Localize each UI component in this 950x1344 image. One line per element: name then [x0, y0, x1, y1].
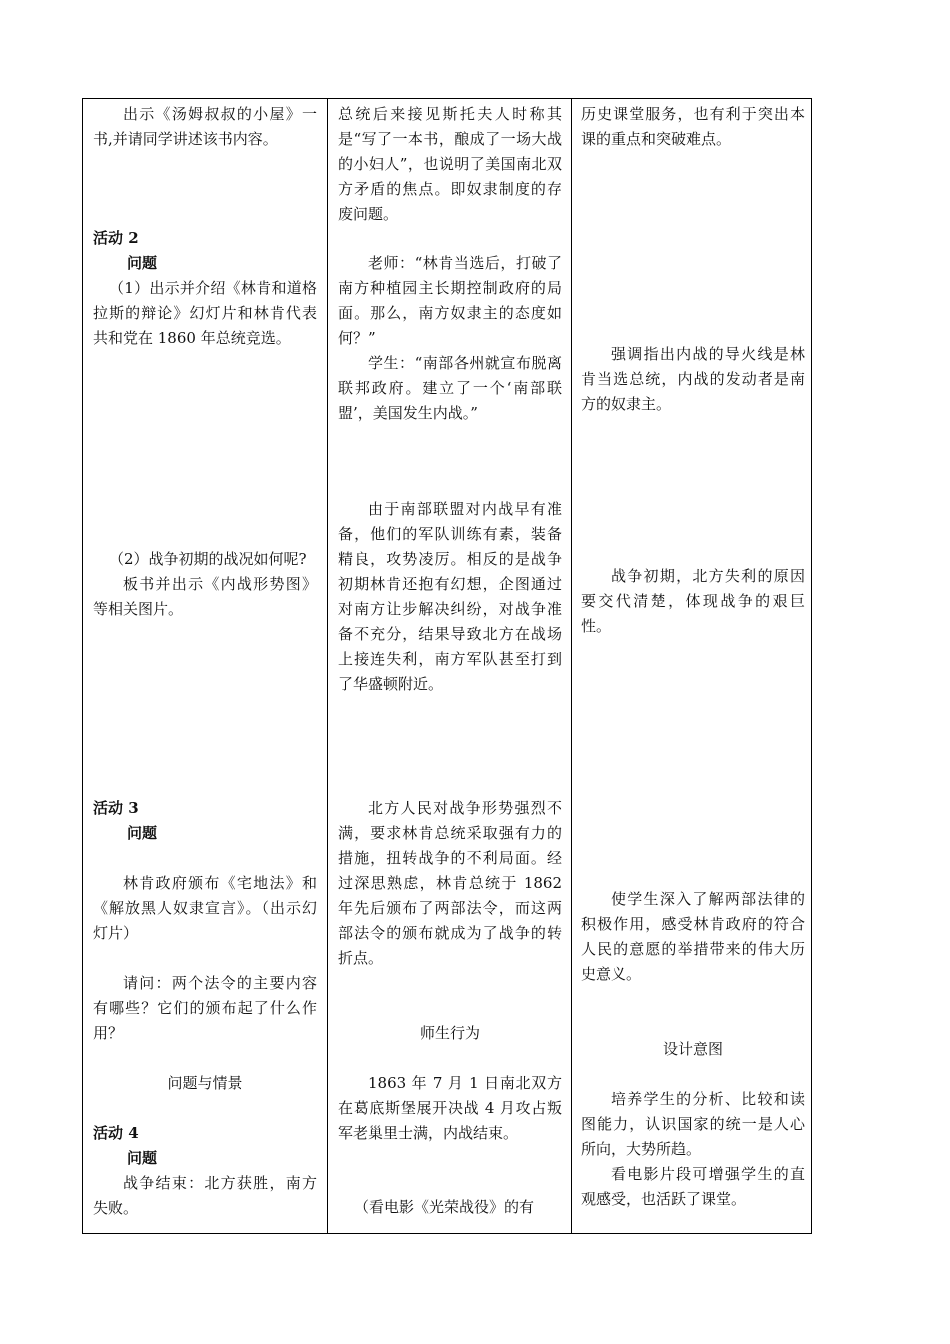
- col2-war-end: 1863 年 7 月 1 日南北双方在葛底斯堡展开决战 4 月攻占叛军老巢里士满，内战结束。: [338, 1074, 562, 1142]
- col3-intro: 历史课堂服务，也有利于突出本课的重点和突破难点。: [581, 105, 805, 148]
- col2-early-war: 由于南部联盟对内战早有准备，他们的军队训练有素，装备精良，攻势凌厉。相反的是战争初期林肯还抱有幻想，企图通过对南方让步解决纠纷，对战争准备不充分，结果导致北方在战场上接连失利，南方军队甚至打到了华盛顿附近。: [338, 500, 562, 693]
- col3-skills: 培养学生的分析、比较和读图能力，认识国家的统一是人心所向，大势所趋。: [581, 1090, 805, 1158]
- activity-3-subtitle: 问题: [127, 824, 158, 842]
- activity-2-question-1: （1）出示并介绍《林肯和道格拉斯的辩论》幻灯片和林肯代表共和党在 1860 年总统竞选。: [93, 279, 317, 347]
- activity-2-subtitle: 问题: [127, 254, 158, 272]
- activity-3-laws: 林肯政府颁布《宅地法》和《解放黑人奴隶宣言》。（出示幻灯片）: [93, 874, 317, 942]
- col2-movie: （看电影《光荣战役》的有: [354, 1198, 535, 1216]
- lesson-plan-table: [82, 98, 812, 1234]
- column-problems: [83, 99, 327, 1233]
- col2-teacher: 老师：“林肯当选后，打破了南方种植园主长期控制政府的局面。那么，南方奴隶主的态度如何？”: [338, 254, 562, 347]
- column-teacher-student: [328, 99, 571, 1233]
- col2-laws: 北方人民对战争形势强烈不满，要求林肯总统采取强有力的措施，扭转战争的不利局面。经过深思熟虑，林肯总统于 1862 年先后颁布了两部法令，而这两部法令的颁布就成为了战争的转折点。: [338, 799, 562, 967]
- col2-student: 学生：“南部各州就宣布脱离联邦政府。建立了一个‘南部联盟’，美国发生内战。”: [338, 354, 562, 422]
- activity-3-title: 活动 3: [93, 799, 139, 817]
- activity-4-subtitle: 问题: [127, 1149, 158, 1167]
- activity-2-title: 活动 2: [93, 229, 139, 247]
- col3-early-war: 战争初期，北方失利的原因要交代清楚，体现战争的艰巨性。: [581, 567, 805, 635]
- col3-fuse: 强调指出内战的导火线是林肯当选总统，内战的发动者是南方的奴隶主。: [581, 345, 805, 413]
- col3-movie: 看电影片段可增强学生的直观感受，也活跃了课堂。: [581, 1165, 805, 1208]
- col2-stowe: 总统后来接见斯托夫人时称其是“写了一本书，酿成了一场大战的小妇人”，也说明了美国南北双方矛盾的焦点。即奴隶制度的存废问题。: [338, 105, 562, 223]
- activity-2-question-2-note: 板书并出示《内战形势图》等相关图片。: [93, 575, 317, 618]
- col1-intro: 出示《汤姆叔叔的小屋》一书,并请同学讲述该书内容。: [93, 105, 317, 148]
- col1-header: 问题与情景: [167, 1074, 243, 1092]
- col2-header: 师生行为: [419, 1024, 480, 1042]
- col3-laws: 使学生深入了解两部法律的积极作用，感受林肯政府的符合人民的意愿的举措带来的伟大历史意义。: [581, 890, 805, 983]
- activity-3-question: 请问：两个法令的主要内容有哪些？它们的颁布起了什么作用？: [93, 974, 317, 1042]
- column-design-intent: [572, 99, 811, 1233]
- activity-4-title: 活动 4: [93, 1124, 139, 1142]
- activity-2-question-2: （2）战争初期的战况如何呢?: [109, 550, 307, 568]
- col3-header: 设计意图: [662, 1040, 723, 1058]
- activity-4-outcome: 战争结束：北方获胜，南方失败。: [93, 1174, 317, 1217]
